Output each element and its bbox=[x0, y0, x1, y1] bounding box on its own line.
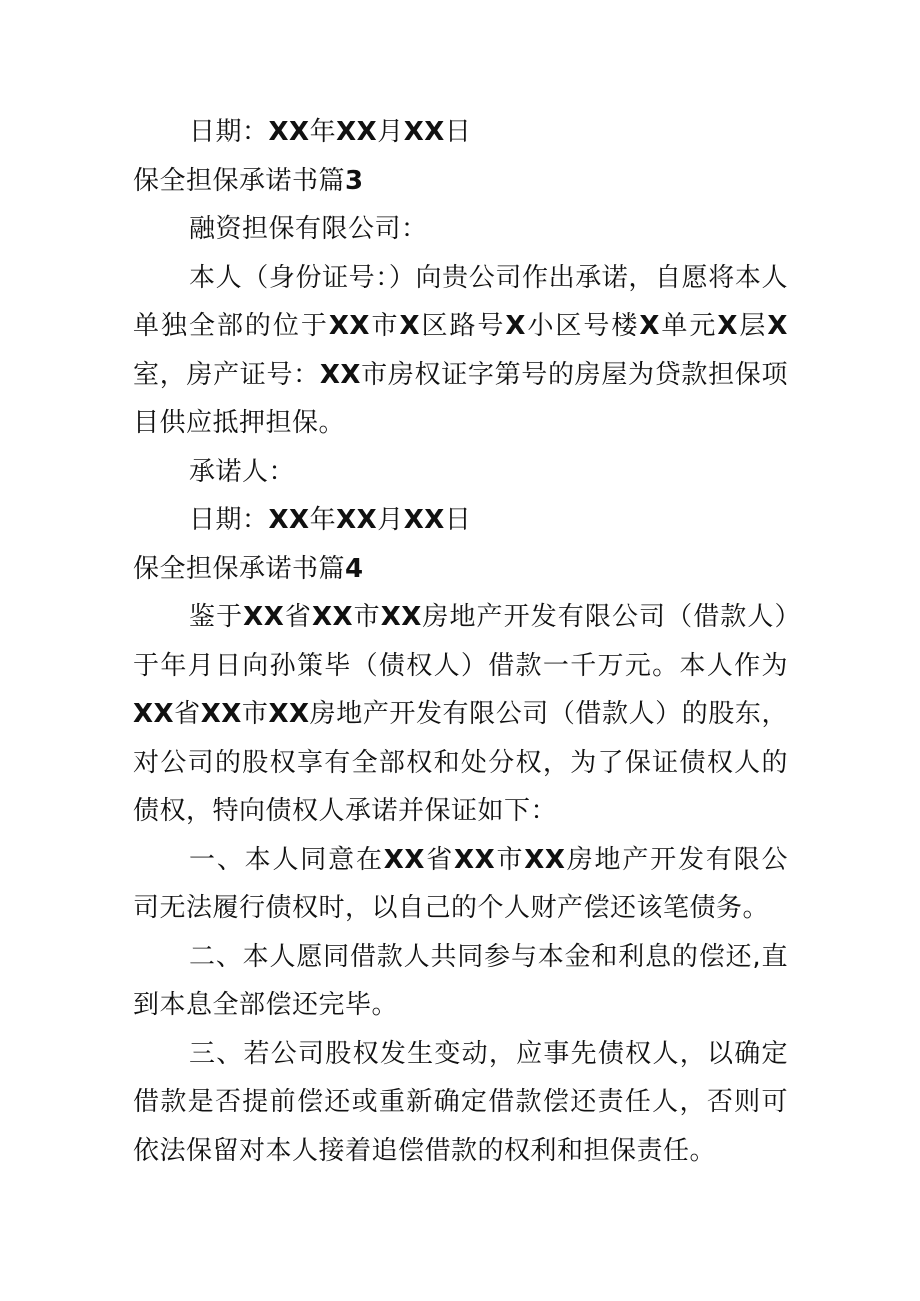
clause-3-paragraph: 三、若公司股权发生变动，应事先债权人，以确定借款是否提前偿还或重新确定借款偿还责任人，否则可依法保留对本人接着追偿借款的权利和担保责任。 bbox=[133, 1038, 788, 1166]
date-line-1: 日期：XX年XX月XX日 bbox=[189, 117, 472, 147]
document-body bbox=[133, 108, 788, 1175]
date-line-2: 日期：XX年XX月XX日 bbox=[189, 505, 472, 535]
signatory-line: 承诺人： bbox=[189, 456, 296, 487]
clause-2-paragraph: 二、本人愿同借款人共同参与本金和利息的偿还,直到本息全部偿还完毕。 bbox=[133, 941, 788, 1020]
section-heading-3: 保全担保承诺书篇3 bbox=[133, 165, 364, 196]
pledge-paragraph: 本人（身份证号：）向贵公司作出承诺，自愿将本人单独全部的位于XX市X区路号X小区号楼X单元X层X室，房产证号：XX市房权证字第号的房屋为贷款担保项目供应抵押担保。 bbox=[133, 262, 788, 438]
preamble-paragraph: 鉴于XX省XX市XX房地产开发有限公司（借款人）于年月日向孙策毕（债权人）借款一千万元。本人作为XX省XX市XX房地产开发有限公司（借款人）的股东，对公司的股权享有全部权和处分权，为了保证债权人的债权，特向债权人承诺并保证如下： bbox=[133, 602, 788, 826]
clause-1-paragraph: 一、本人同意在XX省XX市XX房地产开发有限公司无法履行债权时，以自己的个人财产偿还该笔债务。 bbox=[133, 844, 788, 923]
section-heading-4: 保全担保承诺书篇4 bbox=[133, 553, 364, 584]
addressee-line: 融资担保有限公司： bbox=[189, 214, 428, 244]
